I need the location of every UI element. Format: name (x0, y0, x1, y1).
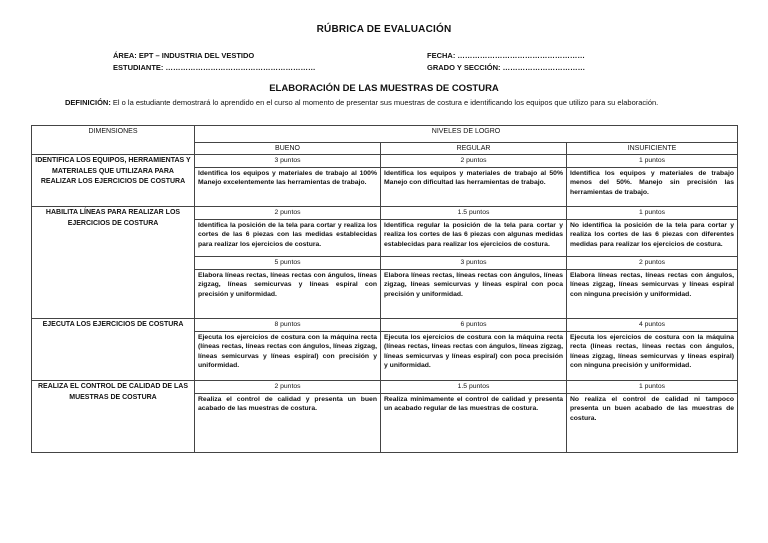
criterion-cell: Identifica los equipos y materiales de trabajo al 50% Manejo con dificultad las herramientas de trabajo. (381, 168, 567, 207)
date-field: FECHA: …………………………………………… (427, 51, 585, 60)
criterion-cell: Elabora líneas rectas, líneas rectas con ángulos, líneas zigzag, líneas semicurvas y líneas espiral con precisión y uniformidad. (195, 270, 381, 319)
points-cell: 2 puntos (195, 207, 381, 220)
level-insuficiente-header: INSUFICIENTE (567, 143, 738, 155)
table-row (32, 381, 738, 394)
points-cell: 1.5 puntos (381, 381, 567, 394)
points-cell: 1 puntos (567, 207, 738, 220)
level-bueno-header: BUENO (195, 143, 381, 155)
criterion-cell: Identifica los equipos y materiales de trabajo menos del 50%. Manejo sin precisión las herramientas de trabajo. (567, 168, 738, 207)
points-cell: 5 puntos (195, 257, 381, 270)
criterion-cell: Identifica regular la posición de la tela para cortar y realiza los cortes de las 6 piezas con algunas medidas establecidas para realizar los ejercicios de costura. (381, 220, 567, 257)
dimension-cell: HABILITA LÍNEAS PARA REALIZAR LOS EJERCICIOS DE COSTURA (32, 207, 195, 319)
criterion-cell: Identifica la posición de la tela para cortar y realiza los cortes de las 6 piezas con las medidas establecidas para realizar los ejercicios de costura. (195, 220, 381, 257)
definition-text: El o la estudiante demostrará lo aprendido en el curso al momento de presentar sus muestras de costura e identificando los equipos que utilizo para su elaboración. (110, 98, 659, 107)
definition-label: DEFINICIÓN: (65, 98, 111, 107)
document-title: RÚBRICA DE EVALUACIÓN (316, 24, 452, 35)
table-header-row (32, 126, 738, 143)
criterion-cell: Ejecuta los ejercicios de costura con la máquina recta (líneas rectas, líneas rectas con ángulos, líneas zigzag, líneas semicurvas y líneas espiral) con ninguna precisión y uniformidad. (567, 332, 738, 381)
dimension-cell: REALIZA EL CONTROL DE CALIDAD DE LAS MUESTRAS DE COSTURA (32, 381, 195, 453)
area-field: ÁREA: EPT – INDUSTRIA DEL VESTIDO (113, 51, 255, 60)
definition-paragraph (65, 97, 705, 109)
criterion-cell: Realiza mínimamente el control de calidad y presenta un acabado regular de las muestras de costura. (381, 394, 567, 453)
level-regular-header: REGULAR (381, 143, 567, 155)
points-cell: 2 puntos (567, 257, 738, 270)
criterion-cell: Ejecuta los ejercicios de costura con la máquina recta (líneas rectas, líneas rectas con ángulos, líneas zigzag, líneas semicurvas y líneas espiral) con precisión y uniformidad. (195, 332, 381, 381)
criterion-cell: Elabora líneas rectas, líneas rectas con ángulos, líneas zigzag, líneas semicurvas y líneas espiral con ninguna precisión y uniformidad. (567, 270, 738, 319)
points-cell: 8 puntos (195, 319, 381, 332)
student-field: ESTUDIANTE: …………………………………………………… (113, 63, 316, 72)
points-cell: 4 puntos (567, 319, 738, 332)
rubric-subtitle: ELABORACIÓN DE LAS MUESTRAS DE COSTURA (269, 83, 499, 94)
table-row (32, 207, 738, 220)
table-row (32, 319, 738, 332)
criterion-cell: Identifica los equipos y materiales de trabajo al 100% Manejo excelentemente las herramientas de trabajo. (195, 168, 381, 207)
points-cell: 1.5 puntos (381, 207, 567, 220)
points-cell: 1 puntos (567, 155, 738, 168)
points-cell: 2 puntos (195, 381, 381, 394)
dimension-cell: IDENTIFICA LOS EQUIPOS, HERRAMIENTAS Y MATERIALES QUE UTILIZARA PARA REALIZAR LOS EJERCICIOS DE COSTURA (32, 155, 195, 207)
points-cell: 1 puntos (567, 381, 738, 394)
points-cell: 2 puntos (381, 155, 567, 168)
criterion-cell: No realiza el control de calidad ni tampoco presenta un buen acabado de las muestras de costura. (567, 394, 738, 453)
points-cell: 6 puntos (381, 319, 567, 332)
dimension-cell: EJECUTA LOS EJERCICIOS DE COSTURA (32, 319, 195, 381)
table-row (32, 155, 738, 168)
criterion-cell: Ejecuta los ejercicios de costura con la máquina recta (líneas rectas, líneas rectas con ángulos, líneas zigzag, líneas semicurvas y líneas espiral) con poca precisión y uniformidad. (381, 332, 567, 381)
criterion-cell: Realiza el control de calidad y presenta un buen acabado de las muestras de costura. (195, 394, 381, 453)
criterion-cell: Elabora líneas rectas, líneas rectas con ángulos, líneas zigzag, líneas semicurvas y líneas espiral con poca precisión y uniformidad. (381, 270, 567, 319)
levels-header: NIVELES DE LOGRO (195, 126, 738, 143)
points-cell: 3 puntos (381, 257, 567, 270)
rubric-table (31, 125, 738, 453)
grade-section-field: GRADO Y SECCIÓN: …………………………… (427, 63, 586, 72)
dimensions-header: DIMENSIONES (32, 126, 195, 155)
points-cell: 3 puntos (195, 155, 381, 168)
criterion-cell: No identifica la posición de la tela para cortar y realiza los cortes de las 6 piezas con diferentes medidas para realizar los ejercicios de costura. (567, 220, 738, 257)
